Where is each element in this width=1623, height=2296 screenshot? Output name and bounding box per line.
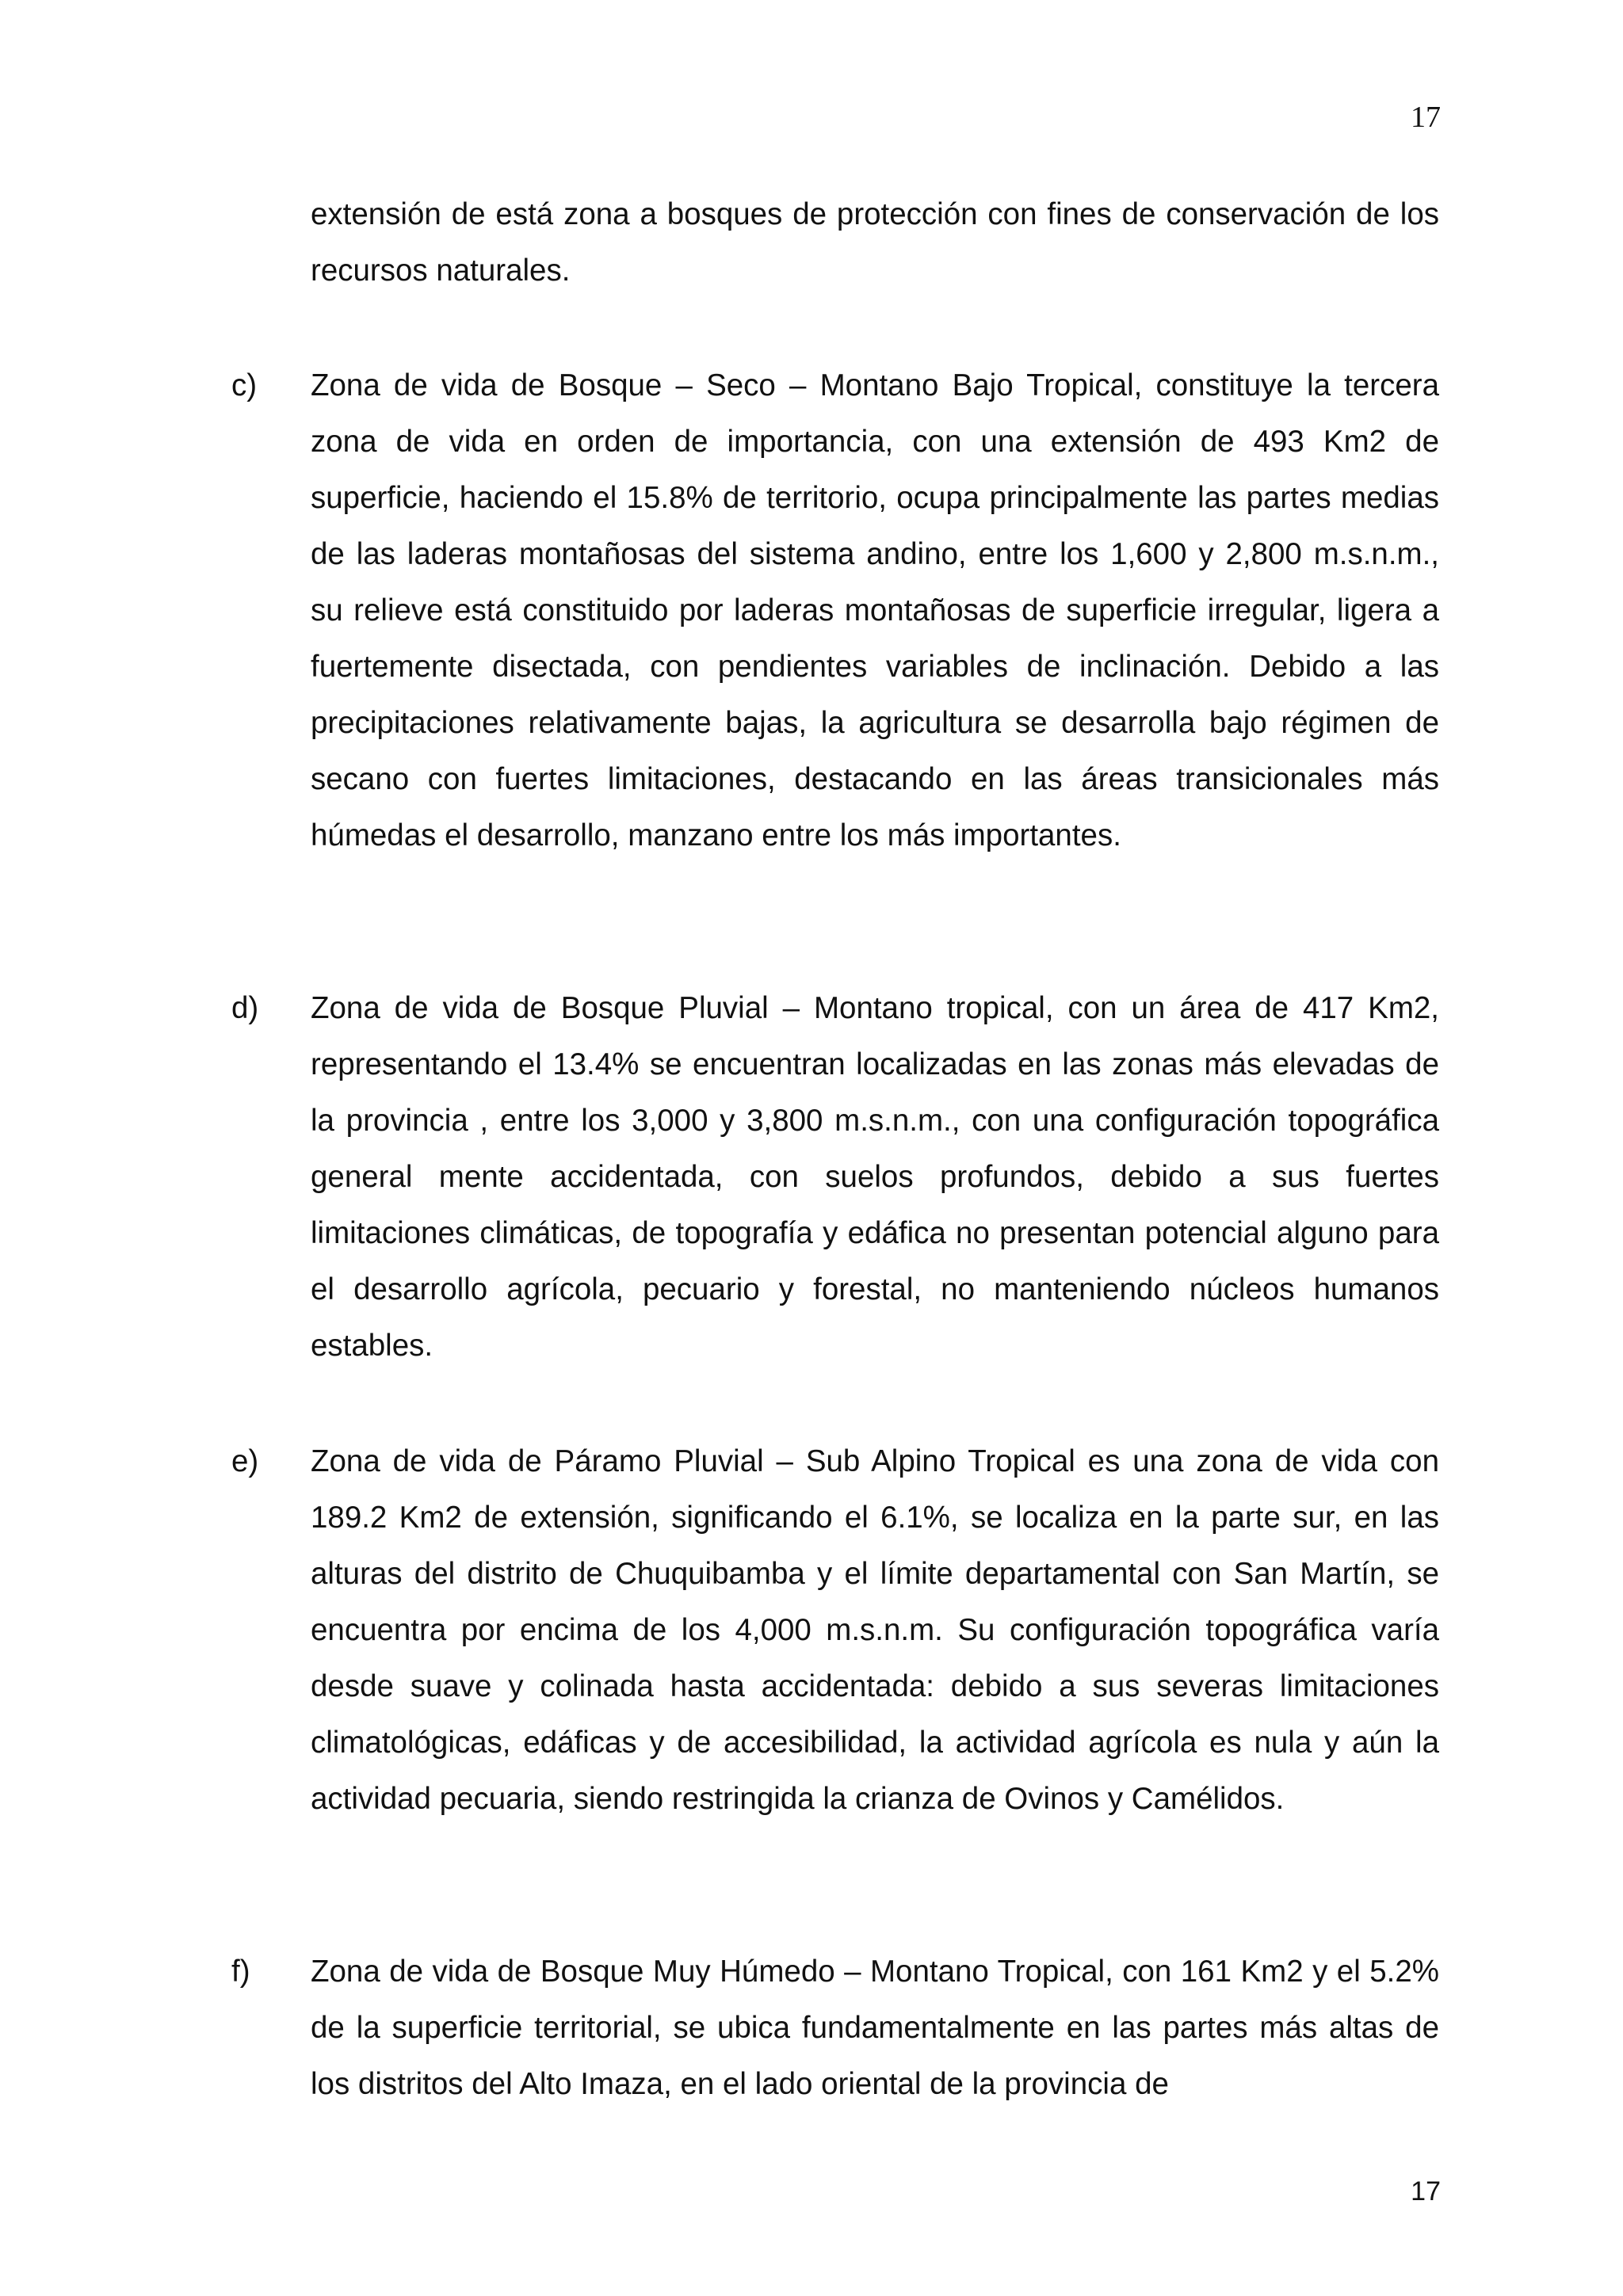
list-item-d-text: Zona de vida de Bosque Pluvial – Montano tropical, con un área de 417 Km2, representando el 13.4% se encuentran localizadas en las zonas más elevadas de la provincia , entre los 3,000 y 3,800 m.s.n.m., con una configuración topográfica general mente accidentada, con suelos profundos, debido a sus fuertes limitaciones climáticas, de topografía y edáfica no presentan potencial alguno para el desarrollo agrícola, pecuario y forestal, no manteniendo núcleos humanos estables. [311,991,1439,1363]
list-item-c-text: Zona de vida de Bosque – Seco – Montano Bajo Tropical, constituye la tercera zona de vida en orden de importancia, con una extensión de 493 Km2 de superficie, haciendo el 15.8% de territorio, ocupa principalmente las partes medias de las laderas montañosas del sistema andino, entre los 1,600 y 2,800 m.s.n.m., su relieve está constituido por laderas montañosas de superficie irregular, ligera a fuertemente disectada, con pendientes variables de inclinación. Debido a las precipitaciones relativamente bajas, la agricultura se desarrolla bajo régimen de secano con fuertes limitaciones, destacando en las áreas transicionales más húmedas el desarrollo, manzano entre los más importantes. [311,368,1439,852]
list-marker-c: c) [231,368,258,402]
page-number-top: 17 [1411,101,1441,134]
list-item-f-text: Zona de vida de Bosque Muy Húmedo – Montano Tropical, con 161 Km2 y el 5.2% de la superficie territorial, se ubica fundamentalmente en las partes más altas de los distritos del Alto Imaza, en el lado oriental de la provincia de [311,1955,1439,2101]
list-item-e-text: Zona de vida de Páramo Pluvial – Sub Alpino Tropical es una zona de vida con 189.2 Km2 de extensión, significando el 6.1%, se localiza en la parte sur, en las alturas del distrito de Chuquibamba y el límite departamental con San Martín, se encuentra por encima de los 4,000 m.s.n.m. Su configuración topográfica varía desde suave y colinada hasta accidentada: debido a sus severas limitaciones climatológicas, edáficas y de accesibilidad, la actividad agrícola es nula y aún la actividad pecuaria, siendo restringida la crianza de Ovinos y Camélidos. [311,1444,1439,1816]
page-number-bottom: 17 [1411,2176,1441,2206]
list-marker-e: e) [231,1444,259,1478]
list-marker-f: f) [231,1955,250,1989]
list-marker-d: d) [231,991,259,1025]
continuation-paragraph: extensión de está zona a bosques de protección con fines de conservación de los recursos naturales. [311,197,1439,288]
